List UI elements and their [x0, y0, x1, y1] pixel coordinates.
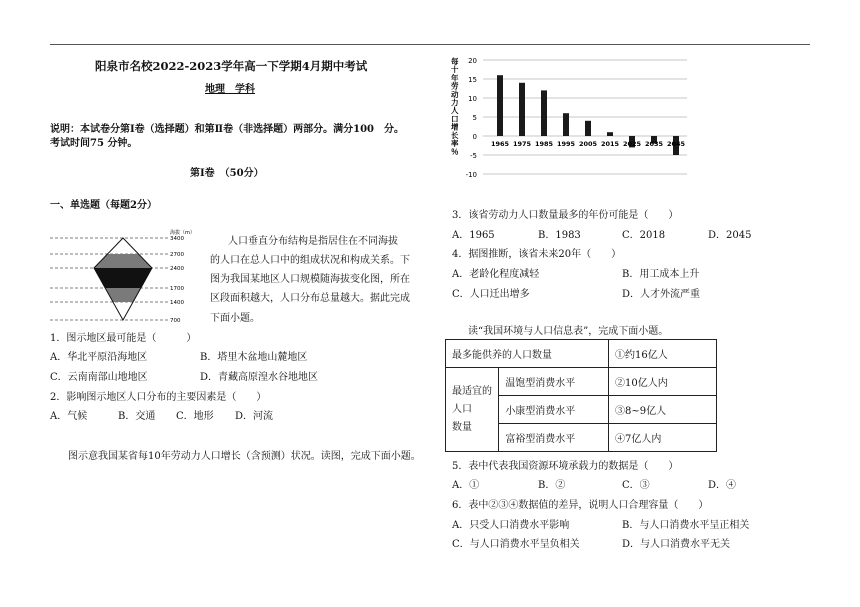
altitude-tick: 2700	[170, 252, 184, 258]
x-tick-label: 1965	[490, 140, 510, 148]
intro-line-3: 图为我国某地区人口规模随海拔变化图，所在	[210, 274, 410, 285]
y-axis-label-char: 率	[451, 139, 459, 148]
y-axis-label-char: 力	[451, 98, 459, 107]
question-5-option-b[interactable]: B．②	[538, 480, 566, 491]
subject-label: 地理 学科	[205, 84, 255, 95]
question-2-option-b[interactable]: B．交通	[118, 411, 156, 422]
bar	[563, 113, 569, 136]
y-tick-label: 0	[472, 133, 477, 141]
environment-population-table	[445, 339, 717, 452]
section-heading: 一、单选题（每题2分）	[50, 200, 157, 211]
question-6-option-b[interactable]: B．与人口消费水平呈正相关	[622, 520, 750, 531]
bar	[585, 121, 591, 136]
y-tick-label: -10	[465, 171, 477, 179]
altitude-population-figure	[48, 228, 228, 328]
question-2-option-d[interactable]: D．河流	[235, 411, 274, 422]
x-tick-label: 1975	[512, 140, 532, 148]
x-tick-label: 2045	[666, 140, 686, 148]
y-axis-label-char: 增	[451, 122, 459, 132]
question-3-option-d[interactable]: D．2045	[708, 230, 752, 241]
bar-chart-svg	[445, 52, 695, 182]
question-6-option-a[interactable]: A．只受人口消费水平影响	[452, 520, 570, 531]
y-axis-label-char: ％	[451, 147, 459, 157]
table-cell-value: ①约16亿人	[609, 340, 717, 368]
header-rule	[50, 44, 810, 45]
question-5-option-c[interactable]: C．③	[622, 480, 650, 491]
y-tick-label: 15	[468, 76, 477, 84]
table-cell-label: 最多能供养的人口数量	[446, 340, 609, 368]
question-1-option-d[interactable]: D．青藏高原湟水谷地地区	[200, 372, 319, 383]
bar	[519, 83, 525, 136]
part-title: 第Ⅰ卷 （50分）	[190, 168, 264, 179]
altitude-tick: 700	[170, 318, 181, 324]
y-tick-label: 5	[472, 114, 477, 122]
question-5-option-a[interactable]: A．①	[452, 480, 480, 491]
table-intro: 读“我国环境与人口信息表”，完成下面小题。	[468, 326, 669, 337]
y-axis-label-char: 劳	[451, 81, 459, 91]
question-6-stem: 6．表中②③④数据值的差异，说明人口合理容量（ ）	[452, 500, 709, 511]
x-tick-label: 1985	[534, 140, 554, 148]
question-5-stem: 5．表中代表我国资源环境承载力的数据是（ ）	[452, 461, 679, 472]
question-3-option-b[interactable]: B．1983	[538, 230, 581, 241]
x-tick-label: 2005	[578, 140, 598, 148]
y-axis-label-char: 十	[451, 65, 459, 75]
exam-title: 阳泉市名校2022-2023学年高一下学期4月期中考试	[95, 59, 368, 73]
altitude-axis-label: 海拔（m）	[170, 230, 195, 236]
chart-intro: 图示意我国某省每10年劳动力人口增长（含预测）状况。读图，完成下面小题。	[68, 451, 421, 462]
y-axis-label-char: 每	[451, 57, 459, 66]
question-2-option-c[interactable]: C．地形	[176, 411, 214, 422]
question-3-option-a[interactable]: A．1965	[452, 230, 495, 241]
question-4-option-d[interactable]: D．人才外流严重	[622, 289, 701, 300]
intro-line-4: 区段面积越大，人口分布总量越大。据此完成	[210, 293, 410, 304]
table-cell-value: ②10亿人内	[609, 368, 717, 396]
bar	[497, 75, 503, 136]
question-6-option-d[interactable]: D．与人口消费水平无关	[622, 539, 731, 550]
altitude-tick: 1700	[170, 286, 184, 292]
intro-line-2: 的人口在总人口中的组成状况和构成关系。下	[210, 255, 410, 266]
intro-line-1: 人口垂直分布结构是指居住在不同海拔	[228, 236, 398, 247]
altitude-tick: 3400	[170, 236, 184, 242]
y-axis-label-char: 长	[451, 130, 459, 140]
table-cell-label: 富裕型消费水平	[499, 424, 609, 452]
y-tick-label: 20	[468, 57, 477, 65]
table-cell-label: 温饱型消费水平	[499, 368, 609, 396]
question-1-option-c[interactable]: C．云南南部山地地区	[50, 372, 148, 383]
altitude-diagram	[48, 228, 228, 328]
bar	[541, 90, 547, 136]
question-1-stem: 1．图示地区最可能是（ ）	[50, 333, 197, 344]
question-3-option-c[interactable]: C．2018	[622, 230, 666, 241]
altitude-tick: 1400	[170, 300, 184, 306]
x-tick-label: 1995	[556, 140, 576, 148]
question-4-stem: 4．据图推断，该省未来20年（ ）	[452, 249, 622, 260]
question-3-stem: 3．该省劳动力人口数量最多的年份可能是（ ）	[452, 210, 679, 221]
question-5-option-d[interactable]: D．④	[708, 480, 737, 491]
question-4-option-b[interactable]: B．用工成本上升	[622, 269, 700, 280]
question-4-option-c[interactable]: C．人口迁出增多	[452, 289, 530, 300]
table-cell-value: ③8~9亿人	[609, 396, 717, 424]
labor-growth-chart	[445, 52, 695, 182]
question-1-option-b[interactable]: B．塔里木盆地山麓地区	[200, 352, 308, 363]
question-6-option-c[interactable]: C．与人口消费水平呈负相关	[452, 539, 580, 550]
y-tick-label: 10	[468, 95, 477, 103]
table-group-label: 最适宜的 人口 数量	[446, 368, 499, 452]
intro-line-5: 下面小题。	[210, 313, 260, 324]
instructions-line-1: 说明：本试卷分第Ⅰ卷（选择题）和第Ⅱ卷（非选择题）两部分。满分100 分。	[50, 124, 404, 135]
y-axis-label-char: 口	[451, 114, 459, 124]
y-axis-label-char: 年	[451, 73, 459, 83]
x-tick-label: 2015	[600, 140, 620, 148]
question-4-option-a[interactable]: A．老龄化程度减轻	[452, 269, 540, 280]
x-tick-label: 2035	[644, 140, 664, 148]
bar	[607, 132, 613, 136]
question-2-stem: 2．影响图示地区人口分布的主要因素是（ ）	[50, 392, 267, 403]
y-tick-label: -5	[470, 152, 477, 160]
y-axis-label-char: 动	[451, 89, 459, 99]
table-cell-label: 小康型消费水平	[499, 396, 609, 424]
instructions-line-2: 考试时间75 分钟。	[50, 138, 138, 149]
x-tick-label: 2025	[622, 140, 642, 148]
question-1-option-a[interactable]: A．华北平原沿海地区	[50, 352, 148, 363]
question-2-option-a[interactable]: A．气候	[50, 411, 88, 422]
altitude-tick: 2400	[170, 266, 184, 272]
y-axis-label-char: 人	[451, 106, 459, 116]
table-cell-value: ④7亿人内	[609, 424, 717, 452]
